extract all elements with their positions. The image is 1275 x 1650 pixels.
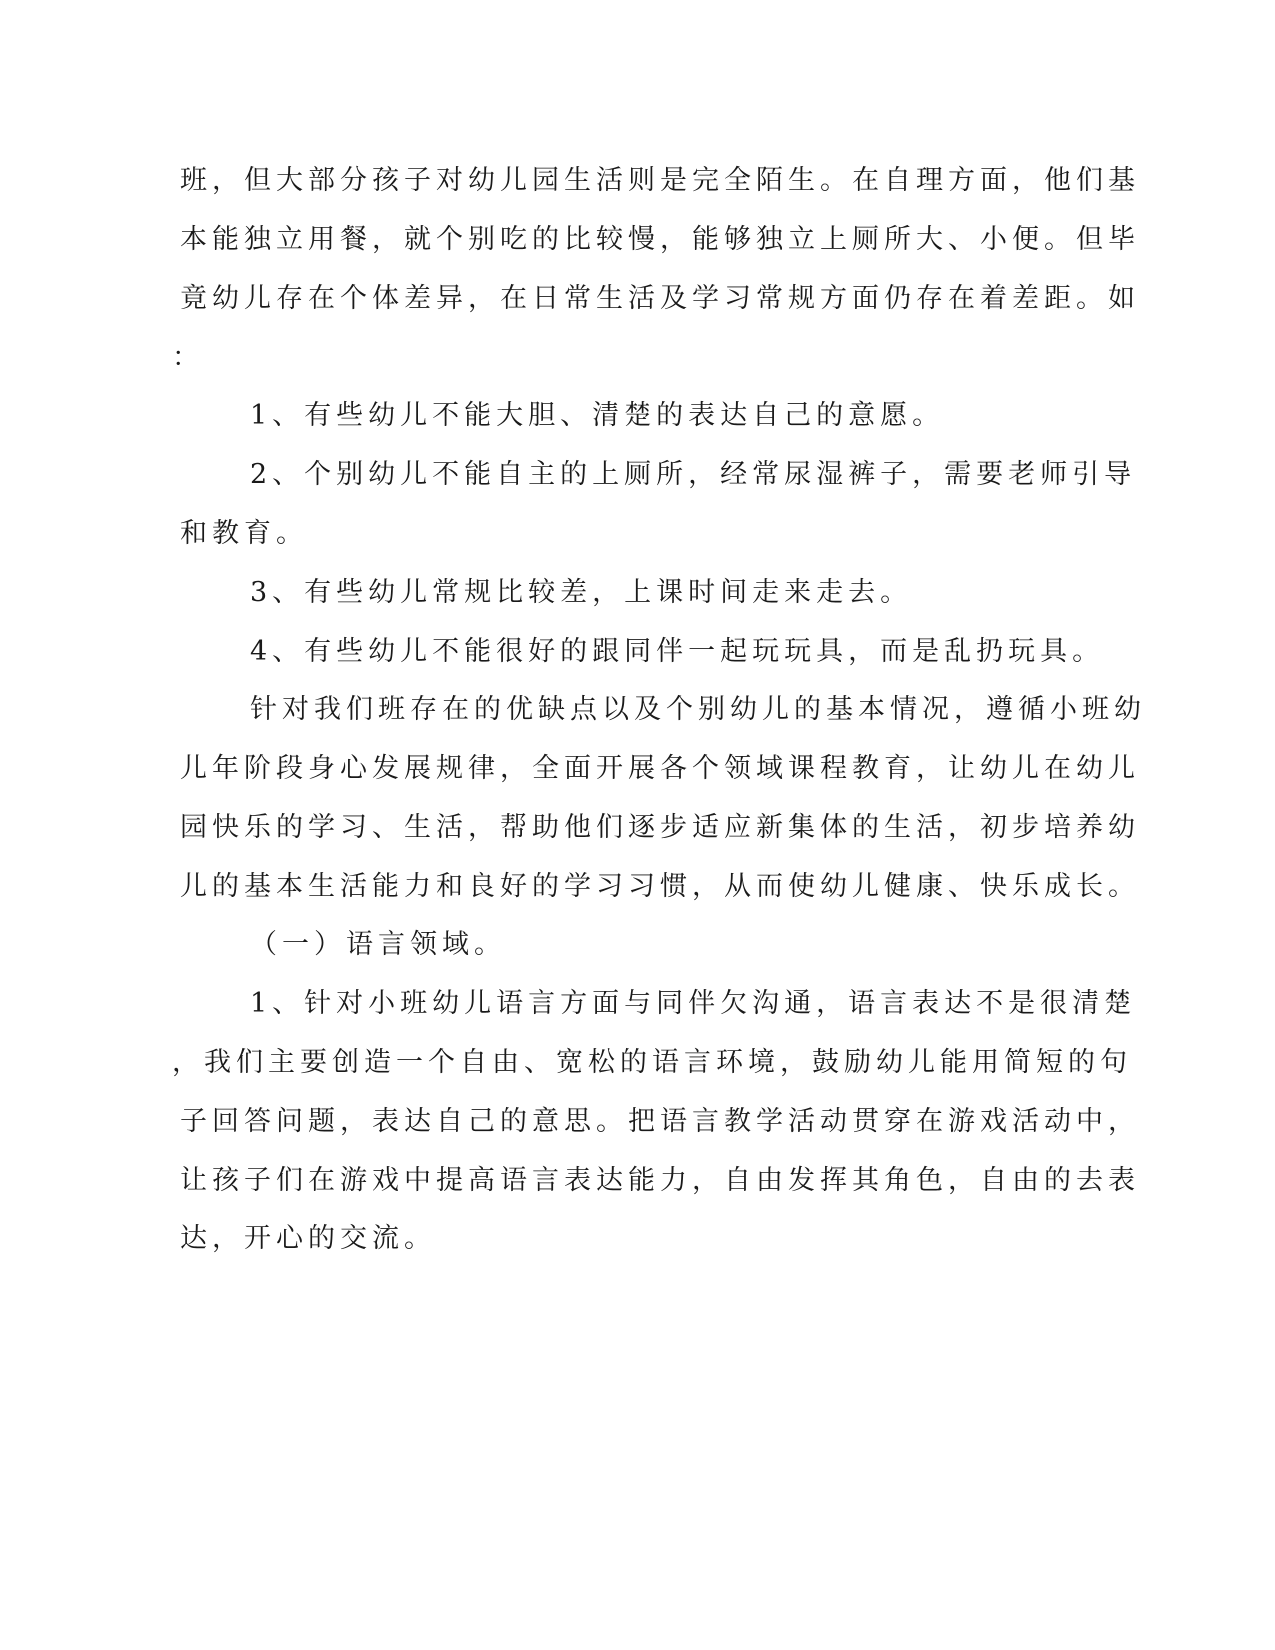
list-item: 4、有些幼儿不能很好的跟同伴一起玩玩具，而是乱扔玩具。 [250,636,1105,667]
text-line: 儿年阶段身心发展规律，全面开展各个领域课程教育，让幼儿在幼儿 [180,753,1140,784]
list-item: 1、有些幼儿不能大胆、清楚的表达自己的意愿。 [250,400,945,431]
text-line: 子回答问题，表达自己的意思。把语言教学活动贯穿在游戏活动中， [180,1106,1140,1137]
section-heading: （一）语言领域。 [250,929,506,960]
text-line: 和教育。 [180,518,308,549]
text-line: 园快乐的学习、生活，帮助他们逐步适应新集体的生活，初步培养幼 [180,812,1140,843]
text-line: 让孩子们在游戏中提高语言表达能力，自由发挥其角色，自由的去表 [180,1165,1140,1196]
text-line: 班，但大部分孩子对幼儿园生活则是完全陌生。在自理方面，他们基 [180,165,1140,196]
text-line: 达，开心的交流。 [180,1223,436,1254]
text-line: ： [172,342,204,373]
text-line: 本能独立用餐，就个别吃的比较慢，能够独立上厕所大、小便。但毕 [180,224,1140,255]
list-item: 3、有些幼儿常规比较差，上课时间走来走去。 [250,577,913,608]
paragraph-line: 针对我们班存在的优缺点以及个别幼儿的基本情况，遵循小班幼 [250,694,1146,725]
list-item: 2、个别幼儿不能自主的上厕所，经常尿湿裤子，需要老师引导 [250,459,1137,490]
text-line: 竟幼儿存在个体差异，在日常生活及学习常规方面仍存在着差距。如 [180,283,1140,314]
list-item: 1、针对小班幼儿语言方面与同伴欠沟通，语言表达不是很清楚 [250,988,1137,1019]
text-line: ，我们主要创造一个自由、宽松的语言环境，鼓励幼儿能用简短的句 [172,1047,1132,1078]
text-line: 儿的基本生活能力和良好的学习习惯，从而使幼儿健康、快乐成长。 [180,871,1140,902]
